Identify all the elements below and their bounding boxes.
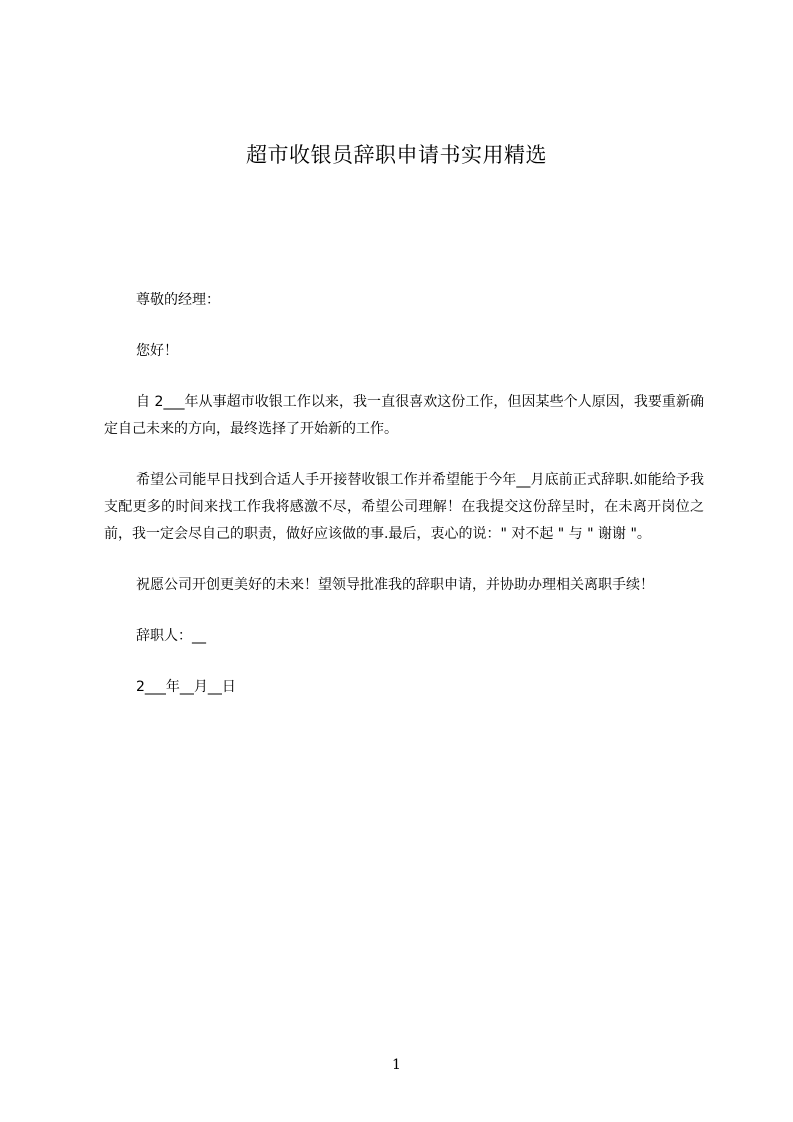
- salutation: 尊敬的经理：: [136, 292, 220, 308]
- document-title: 超市收银员辞职申请书实用精选: [246, 143, 547, 167]
- greeting: 您好！: [136, 343, 178, 359]
- document-body: [104, 287, 704, 725]
- paragraph-3: 祝愿公司开创更美好的未来！望领导批准我的辞职申请，并协助办理相关离职手续！: [136, 577, 654, 593]
- page-number: 1: [392, 1057, 401, 1073]
- paragraph-2: 希望公司能早日找到合适人手开接替收银工作并希望能于今年__月底前正式辞职.如能给予我支配更多的时间来找工作我将感激不尽，希望公司理解！在我提交这份辞呈时，在未离开岗位之前，我一定会尽自己的职责，做好应该做的事.最后，衷心的说：" 对不起 " 与 " 谢谢 "。: [104, 472, 704, 542]
- signature-line: 辞职人：__: [136, 628, 206, 644]
- date-line: 2___年__月__日: [136, 679, 236, 695]
- paragraph-1: 自 2___年从事超市收银工作以来，我一直很喜欢这份工作，但因某些个人原因，我要重新确定自己未来的方向，最终选择了开始新的工作。: [104, 394, 704, 437]
